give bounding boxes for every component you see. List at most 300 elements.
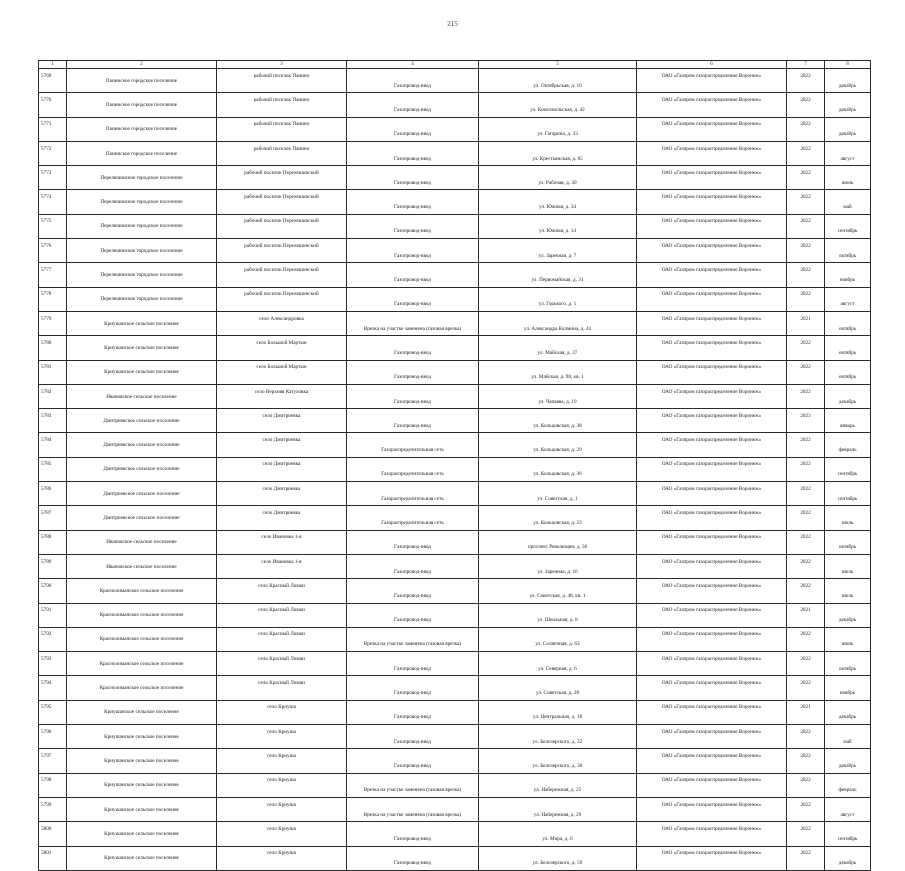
object-type-cell <box>347 652 479 676</box>
settlement-cell-text: Дмитриевское сельское поселение <box>103 442 180 449</box>
address-cell <box>479 506 637 530</box>
month-cell-text: июль <box>841 592 854 599</box>
year-cell <box>787 360 825 384</box>
year-cell-text: 2022 <box>800 728 811 735</box>
locality-cell-text: село Александровка <box>259 315 304 322</box>
settlement-cell <box>67 239 217 263</box>
year-cell <box>787 846 825 870</box>
object-type-cell <box>347 384 479 408</box>
organization-cell-text: ОАО «Газпром газораспределение Воронеж» <box>661 680 762 687</box>
row-number-text: 5800 <box>41 825 52 832</box>
locality-cell-text: село Верхняя Катуховка <box>254 388 309 395</box>
object-type-cell <box>347 676 479 700</box>
locality-cell <box>217 311 347 335</box>
locality-cell <box>217 69 347 93</box>
month-cell-text: декабрь <box>838 617 857 624</box>
table-row <box>39 652 871 676</box>
organization-cell-text: ОАО «Газпром газораспределение Воронеж» <box>661 461 762 468</box>
page-number: 215 <box>447 20 458 28</box>
address-cell-text: ул. Советская, д. 28 <box>535 690 580 697</box>
locality-cell <box>217 579 347 603</box>
month-cell <box>825 797 871 821</box>
year-cell-text: 2022 <box>800 752 811 759</box>
object-type-cell <box>347 190 479 214</box>
organization-cell-text: ОАО «Газпром газораспределение Воронеж» <box>661 364 762 371</box>
settlement-cell-text: Перелешинское городское поселение <box>100 296 183 303</box>
year-cell <box>787 384 825 408</box>
locality-cell-text: рабочий поселок Перелешинский <box>244 194 319 201</box>
object-type-cell-text: Газопровод-ввод <box>394 422 431 429</box>
organization-cell <box>637 141 787 165</box>
row-number <box>39 190 67 214</box>
address-cell <box>479 311 637 335</box>
locality-cell-text: село Красный Лиман <box>258 680 305 687</box>
organization-cell <box>637 336 787 360</box>
row-number-text: 5791 <box>41 607 52 614</box>
address-cell <box>479 627 637 651</box>
settlement-cell <box>67 457 217 481</box>
organization-cell <box>637 384 787 408</box>
year-cell-text: 2022 <box>800 655 811 662</box>
row-number-text: 5796 <box>41 728 52 735</box>
settlement-cell-text: Криушанское сельское поселение <box>104 830 179 837</box>
settlement-cell <box>67 360 217 384</box>
address-cell <box>479 603 637 627</box>
month-cell-text: октябрь <box>838 665 857 672</box>
object-type-cell-text: Газопровод-ввод <box>394 568 431 575</box>
address-cell-text: ул. Заречная, д. 7 <box>538 252 577 259</box>
row-number <box>39 822 67 846</box>
organization-cell-text: ОАО «Газпром газораспределение Воронеж» <box>661 121 762 128</box>
address-cell <box>479 93 637 117</box>
locality-cell <box>217 822 347 846</box>
object-type-cell <box>347 846 479 870</box>
organization-cell <box>637 506 787 530</box>
row-number <box>39 773 67 797</box>
row-number-text: 5785 <box>41 461 52 468</box>
year-cell-text: 2022 <box>800 801 811 808</box>
organization-cell-text: ОАО «Газпром газораспределение Воронеж» <box>661 558 762 565</box>
locality-cell-text: село Криуша <box>267 825 296 832</box>
month-cell-text: декабрь <box>838 131 857 138</box>
settlement-cell-text: Ивановское сельское поселение <box>106 563 177 570</box>
settlement-cell <box>67 336 217 360</box>
year-cell <box>787 554 825 578</box>
address-cell-text: ул. Солнечная, д. 63 <box>535 641 580 648</box>
object-type-cell-text: Газораспределительная сеть <box>381 519 444 526</box>
month-cell-text: декабрь <box>838 82 857 89</box>
year-cell-text: 2021 <box>800 315 811 322</box>
settlement-cell <box>67 797 217 821</box>
year-cell <box>787 725 825 749</box>
year-cell <box>787 287 825 311</box>
locality-cell-text: рабочий поселок Перелешинский <box>244 218 319 225</box>
row-number-text: 5773 <box>41 169 52 176</box>
row-number <box>39 554 67 578</box>
year-cell-text: 2022 <box>800 194 811 201</box>
object-type-cell <box>347 360 479 384</box>
object-type-cell-text: Газопровод-ввод <box>394 762 431 769</box>
table-body <box>39 69 871 871</box>
table-row <box>39 773 871 797</box>
object-type-cell <box>347 69 479 93</box>
organization-cell-text: ОАО «Газпром газораспределение Воронеж» <box>661 485 762 492</box>
table-row <box>39 141 871 165</box>
locality-cell <box>217 676 347 700</box>
month-cell-text: декабрь <box>838 860 857 867</box>
row-number <box>39 652 67 676</box>
organization-cell-text: ОАО «Газпром газораспределение Воронеж» <box>661 631 762 638</box>
settlement-cell-text: Перелешинское городское поселение <box>100 223 183 230</box>
year-cell <box>787 676 825 700</box>
organization-cell <box>637 457 787 481</box>
address-cell <box>479 117 637 141</box>
locality-cell <box>217 214 347 238</box>
locality-cell-text: село Криуша <box>267 777 296 784</box>
header-row <box>39 61 871 69</box>
settlement-cell-text: Криушанское сельское поселение <box>104 855 179 862</box>
object-type-cell <box>347 214 479 238</box>
row-number <box>39 360 67 384</box>
locality-cell-text: село Дмитриевка <box>262 509 301 516</box>
row-number-text: 5776 <box>41 242 52 249</box>
organization-cell-text: ОАО «Газпром газораспределение Воронеж» <box>661 704 762 711</box>
row-number-text: 5770 <box>41 96 52 103</box>
settlement-cell <box>67 287 217 311</box>
table-row <box>39 749 871 773</box>
object-type-cell-text: Газопровод-ввод <box>394 349 431 356</box>
settlement-cell <box>67 846 217 870</box>
settlement-cell <box>67 384 217 408</box>
address-cell-text: ул. Кольцовская, д. 36 <box>533 471 582 478</box>
settlement-cell <box>67 141 217 165</box>
organization-cell <box>637 579 787 603</box>
settlement-cell-text: Дмитриевское сельское поселение <box>103 417 180 424</box>
settlement-cell-text: Криушанское сельское поселение <box>104 709 179 716</box>
settlement-cell-text: Краснолиманское сельское поселение <box>99 587 184 594</box>
object-type-cell <box>347 93 479 117</box>
object-type-cell-text: Врезка на участке заменена (газовая врезка) <box>363 811 462 818</box>
year-cell-text: 2022 <box>800 631 811 638</box>
row-number <box>39 433 67 457</box>
year-cell <box>787 239 825 263</box>
row-number-text: 5801 <box>41 850 52 857</box>
year-cell <box>787 166 825 190</box>
settlement-cell <box>67 482 217 506</box>
object-type-cell-text: Газопровод-ввод <box>394 665 431 672</box>
month-cell-text: декабрь <box>838 398 857 405</box>
table-row <box>39 579 871 603</box>
object-type-cell-text: Врезка на участке заменена (газовая врезка) <box>363 325 462 332</box>
object-type-cell <box>347 700 479 724</box>
year-cell-text: 2022 <box>800 558 811 565</box>
settlement-cell <box>67 725 217 749</box>
locality-cell-text: село Криуша <box>267 704 296 711</box>
settlement-cell <box>67 749 217 773</box>
row-number <box>39 214 67 238</box>
table-row <box>39 676 871 700</box>
organization-cell-text: ОАО «Газпром газораспределение Воронеж» <box>661 291 762 298</box>
address-cell-text: ул. Первомайская, д. 31 <box>531 277 584 284</box>
row-number-text: 5798 <box>41 777 52 784</box>
locality-cell <box>217 384 347 408</box>
object-type-cell-text: Газопровод-ввод <box>394 860 431 867</box>
row-number <box>39 846 67 870</box>
year-cell <box>787 530 825 554</box>
locality-cell <box>217 457 347 481</box>
row-number <box>39 603 67 627</box>
object-type-cell-text: Газопровод-ввод <box>394 592 431 599</box>
year-cell <box>787 117 825 141</box>
organization-cell-text: ОАО «Газпром газораспределение Воронеж» <box>661 242 762 249</box>
object-type-cell <box>347 141 479 165</box>
row-number <box>39 263 67 287</box>
locality-cell-text: рабочий поселок Панино <box>253 96 310 103</box>
locality-cell-text: рабочий поселок Панино <box>253 72 310 79</box>
object-type-cell-text: Газопровод-ввод <box>394 714 431 721</box>
month-cell-text: август <box>840 301 855 308</box>
settlement-cell-text: Перелешинское городское поселение <box>100 199 183 206</box>
settlement-cell <box>67 627 217 651</box>
address-cell <box>479 773 637 797</box>
year-cell <box>787 603 825 627</box>
table-row <box>39 846 871 870</box>
month-cell-text: октябрь <box>838 349 857 356</box>
organization-cell <box>637 749 787 773</box>
year-cell-text: 2022 <box>800 582 811 589</box>
address-cell <box>479 433 637 457</box>
organization-cell-text: ОАО «Газпром газораспределение Воронеж» <box>661 96 762 103</box>
year-cell-text: 2022 <box>800 825 811 832</box>
settlement-cell <box>67 69 217 93</box>
organization-cell <box>637 409 787 433</box>
address-cell <box>479 336 637 360</box>
month-cell-text: август <box>840 811 855 818</box>
year-cell <box>787 69 825 93</box>
table-row <box>39 93 871 117</box>
address-cell <box>479 579 637 603</box>
month-cell-text: август <box>840 155 855 162</box>
locality-cell <box>217 117 347 141</box>
column-header-5: 5 <box>479 61 637 69</box>
locality-cell-text: село Красный Лиман <box>258 582 305 589</box>
year-cell-text: 2022 <box>800 218 811 225</box>
column-header-3: 3 <box>217 61 347 69</box>
year-cell <box>787 457 825 481</box>
table-row <box>39 822 871 846</box>
address-cell-text: ул. Чапаева, д. 19 <box>538 398 577 405</box>
year-cell <box>787 214 825 238</box>
object-type-cell <box>347 336 479 360</box>
address-cell <box>479 554 637 578</box>
table-row <box>39 700 871 724</box>
month-cell <box>825 287 871 311</box>
address-cell-text: ул. Кольцовская, д. 29 <box>533 447 582 454</box>
locality-cell <box>217 287 347 311</box>
year-cell-text: 2022 <box>800 534 811 541</box>
month-cell-text: июль <box>841 519 854 526</box>
address-cell <box>479 530 637 554</box>
address-cell-text: ул. Майская, д. 37 <box>537 349 578 356</box>
settlement-cell-text: Криушанское сельское поселение <box>104 782 179 789</box>
month-cell <box>825 846 871 870</box>
table-row <box>39 311 871 335</box>
settlement-cell-text: Дмитриевское сельское поселение <box>103 490 180 497</box>
month-cell <box>825 506 871 530</box>
year-cell-text: 2022 <box>800 339 811 346</box>
settlement-cell-text: Краснолиманское сельское поселение <box>99 636 184 643</box>
row-number <box>39 166 67 190</box>
month-cell-text: декабрь <box>838 106 857 113</box>
settlement-cell-text: Панинское городское поселение <box>105 150 178 157</box>
month-cell <box>825 311 871 335</box>
locality-cell-text: село Красный Лиман <box>258 631 305 638</box>
table-row <box>39 409 871 433</box>
month-cell <box>825 725 871 749</box>
organization-cell-text: ОАО «Газпром газораспределение Воронеж» <box>661 412 762 419</box>
object-type-cell-text: Газораспределительная сеть <box>381 447 444 454</box>
address-cell-text: ул. Южная, д. 34 <box>538 204 576 211</box>
locality-cell <box>217 554 347 578</box>
row-number-text: 5778 <box>41 291 52 298</box>
row-number <box>39 69 67 93</box>
table-row <box>39 69 871 93</box>
organization-cell-text: ОАО «Газпром газораспределение Воронеж» <box>661 728 762 735</box>
year-cell-text: 2022 <box>800 485 811 492</box>
organization-cell <box>637 652 787 676</box>
table-row <box>39 457 871 481</box>
locality-cell <box>217 797 347 821</box>
object-type-cell-text: Газораспределительная сеть <box>381 495 444 502</box>
settlement-cell <box>67 409 217 433</box>
settlement-cell-text: Дмитриевское сельское поселение <box>103 514 180 521</box>
organization-cell-text: ОАО «Газпром газораспределение Воронеж» <box>661 388 762 395</box>
organization-cell-text: ОАО «Газпром газораспределение Воронеж» <box>661 777 762 784</box>
month-cell <box>825 749 871 773</box>
month-cell-text: декабрь <box>838 762 857 769</box>
month-cell-text: декабрь <box>838 714 857 721</box>
year-cell-text: 2021 <box>800 704 811 711</box>
address-cell <box>479 457 637 481</box>
organization-cell-text: ОАО «Газпром газораспределение Воронеж» <box>661 315 762 322</box>
table-row <box>39 360 871 384</box>
organization-cell-text: ОАО «Газпром газораспределение Воронеж» <box>661 825 762 832</box>
locality-cell <box>217 700 347 724</box>
object-type-cell <box>347 166 479 190</box>
address-cell-text: ул. Гагарина, д. 33 <box>537 131 578 138</box>
row-number-text: 5779 <box>41 315 52 322</box>
year-cell-text: 2022 <box>800 242 811 249</box>
month-cell <box>825 214 871 238</box>
year-cell-text: 2022 <box>800 850 811 857</box>
organization-cell <box>637 287 787 311</box>
table-row <box>39 214 871 238</box>
month-cell <box>825 117 871 141</box>
organization-cell <box>637 239 787 263</box>
month-cell-text: июнь <box>841 179 854 186</box>
year-cell-text: 2022 <box>800 680 811 687</box>
month-cell <box>825 554 871 578</box>
object-type-cell <box>347 773 479 797</box>
row-number <box>39 530 67 554</box>
locality-cell-text: село Красный Лиман <box>258 655 305 662</box>
object-type-cell <box>347 409 479 433</box>
month-cell <box>825 822 871 846</box>
address-cell-text: ул. Кольцовская, д. 38 <box>533 422 582 429</box>
organization-cell-text: ОАО «Газпром газораспределение Воронеж» <box>661 655 762 662</box>
locality-cell <box>217 433 347 457</box>
address-cell-text: ул. Крестьянская, д. 65 <box>532 155 583 162</box>
locality-cell <box>217 93 347 117</box>
organization-cell <box>637 846 787 870</box>
organization-cell <box>637 93 787 117</box>
organization-cell-text: ОАО «Газпром газораспределение Воронеж» <box>661 850 762 857</box>
month-cell <box>825 482 871 506</box>
month-cell-text: май <box>843 204 852 211</box>
settlement-cell <box>67 603 217 627</box>
address-cell <box>479 384 637 408</box>
row-number <box>39 749 67 773</box>
locality-cell-text: село Дмитриевка <box>262 412 301 419</box>
row-number <box>39 384 67 408</box>
locality-cell <box>217 360 347 384</box>
organization-cell-text: ОАО «Газпром газораспределение Воронеж» <box>661 509 762 516</box>
column-header-7: 7 <box>787 61 825 69</box>
row-number-text: 5784 <box>41 437 52 444</box>
address-cell <box>479 482 637 506</box>
address-cell <box>479 846 637 870</box>
row-number-text: 5794 <box>41 680 52 687</box>
settlement-cell-text: Перелешинское городское поселение <box>100 247 183 254</box>
locality-cell <box>217 506 347 530</box>
settlement-cell-text: Криушанское сельское поселение <box>104 344 179 351</box>
row-number <box>39 676 67 700</box>
address-cell <box>479 287 637 311</box>
object-type-cell-text: Газопровод-ввод <box>394 82 431 89</box>
organization-cell <box>637 69 787 93</box>
table-row <box>39 530 871 554</box>
locality-cell <box>217 482 347 506</box>
object-type-cell <box>347 797 479 821</box>
year-cell <box>787 652 825 676</box>
year-cell-text: 2022 <box>800 145 811 152</box>
month-cell-text: январь <box>840 422 855 429</box>
organization-cell-text: ОАО «Газпром газораспределение Воронеж» <box>661 194 762 201</box>
locality-cell <box>217 409 347 433</box>
address-cell-text: ул. Заречная, д. 16 <box>537 568 578 575</box>
month-cell-text: февраль <box>838 447 857 454</box>
month-cell <box>825 676 871 700</box>
year-cell <box>787 579 825 603</box>
row-number <box>39 93 67 117</box>
address-cell-text: ул. Горького, д. 1 <box>538 301 577 308</box>
settlement-cell <box>67 773 217 797</box>
address-cell-text: ул. Советская, д. 1 <box>537 495 578 502</box>
locality-cell <box>217 627 347 651</box>
locality-cell <box>217 652 347 676</box>
column-header-8: 8 <box>825 61 871 69</box>
settlement-cell <box>67 530 217 554</box>
settlement-cell <box>67 93 217 117</box>
organization-cell-text: ОАО «Газпром газораспределение Воронеж» <box>661 752 762 759</box>
object-type-cell <box>347 287 479 311</box>
object-type-cell-text: Газопровод-ввод <box>394 617 431 624</box>
object-type-cell-text: Газопровод-ввод <box>394 179 431 186</box>
settlement-cell-text: Панинское городское поселение <box>105 126 178 133</box>
column-header-4: 4 <box>347 61 479 69</box>
address-cell-text: ул. Белозерского, д. 22 <box>532 738 583 745</box>
year-cell-text: 2023 <box>800 412 811 419</box>
